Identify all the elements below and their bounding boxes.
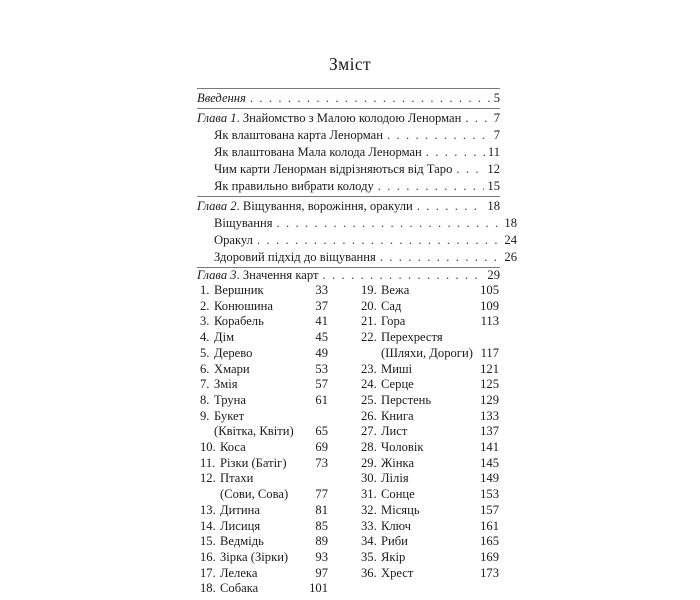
card-number: 27.	[361, 424, 377, 439]
card-name: Лілія	[381, 471, 409, 486]
card-number: 14.	[200, 518, 216, 533]
card-name: Перстень	[381, 392, 432, 407]
card-name: Собака	[220, 581, 259, 596]
card-page-number: 125	[480, 377, 499, 392]
card-number: 24.	[361, 377, 377, 392]
toc-chapter-2	[197, 198, 500, 215]
dot-leader	[387, 127, 491, 144]
card-number: 32.	[361, 502, 377, 517]
card-page-number: 65	[315, 424, 328, 439]
card-number: 3.	[200, 314, 210, 329]
card-page-number: 69	[315, 440, 328, 454]
card-page-number: 33	[315, 283, 328, 297]
card-number: 36.	[361, 565, 377, 580]
card-name: Коса	[220, 440, 246, 454]
card-page-number: 93	[315, 549, 328, 564]
toc-chapter-1	[197, 110, 500, 127]
toc-page-number: 15	[487, 179, 500, 193]
card-number: 13.	[200, 502, 216, 517]
card-name-continued: (Сови, Сова)	[220, 487, 289, 502]
card-page-number: 53	[315, 361, 328, 376]
toc-entry-label: Введення	[197, 91, 246, 105]
card-page-number: 85	[315, 518, 328, 533]
card-page-number: 97	[315, 565, 328, 580]
dot-leader	[250, 90, 491, 107]
toc-page-number: 7	[493, 128, 500, 142]
card-name: Змія	[214, 377, 238, 392]
card-name: Ведмідь	[220, 534, 264, 549]
card-name: Зірка (Зірки)	[220, 549, 289, 564]
card-page-number: 49	[315, 345, 328, 360]
card-number: 26.	[361, 408, 377, 423]
card-number: 19.	[361, 283, 377, 297]
card-number: 34.	[361, 534, 377, 549]
card-page-number: 109	[480, 298, 499, 313]
toc-page-number: 26	[504, 250, 517, 264]
card-name: Вершник	[214, 283, 264, 297]
card-page-number: 149	[480, 471, 499, 486]
card-name: Дерево	[214, 345, 253, 360]
card-name: Лелека	[220, 565, 258, 580]
card-name: Конюшина	[214, 298, 273, 313]
card-name: Ключ	[381, 518, 411, 533]
card-number: 23.	[361, 361, 377, 376]
card-number: 33.	[361, 518, 377, 533]
card-name: Риби	[381, 534, 408, 549]
section-divider	[197, 108, 500, 109]
card-name: Хмари	[214, 361, 250, 376]
card-page-number: 157	[480, 502, 499, 517]
card-page-number: 81	[315, 502, 328, 517]
card-name: Труна	[214, 392, 246, 407]
card-number: 21.	[361, 314, 377, 329]
card-number: 35.	[361, 549, 377, 564]
dot-leader	[257, 232, 501, 249]
toc-page-number: 24	[504, 233, 517, 247]
toc-chapter-3	[197, 267, 500, 284]
card-number: 11.	[200, 455, 216, 470]
chapter-prefix: Глава 1	[197, 111, 237, 125]
card-number: 5.	[200, 345, 210, 360]
toc-page-number: 18	[504, 216, 517, 230]
card-page-number: 161	[480, 518, 499, 533]
chapter-title: . Значення карт	[236, 268, 319, 282]
card-name: Вежа	[381, 283, 410, 297]
card-page-number: 101	[309, 581, 328, 596]
section-divider	[197, 88, 500, 89]
card-number: 30.	[361, 471, 377, 486]
card-page-number: 133	[480, 408, 499, 423]
dot-leader	[465, 110, 490, 127]
toc-page-number: 7	[493, 111, 500, 125]
card-name: Місяць	[381, 502, 420, 517]
toc-page-number: 5	[493, 91, 500, 105]
toc-entry-label: Оракул	[214, 233, 253, 247]
dot-leader	[323, 267, 485, 284]
card-name: Лист	[381, 424, 408, 439]
chapter-prefix: Глава 3	[197, 268, 237, 282]
toc-entry	[197, 144, 500, 161]
card-page-number: 141	[480, 440, 499, 454]
chapter-prefix: Глава 2	[197, 199, 237, 213]
card-number: 28.	[361, 440, 377, 454]
card-number: 25.	[361, 392, 377, 407]
chapter-title: . Знайомство з Малою колодою Ленорман	[236, 111, 462, 125]
card-name: Хрест	[381, 565, 414, 580]
card-number: 8.	[200, 392, 210, 407]
card-number: 1.	[200, 283, 210, 297]
card-number: 7.	[200, 377, 210, 392]
card-page-number: 145	[480, 455, 499, 470]
chapter-title: . Віщування, ворожіння, оракули	[236, 199, 413, 213]
card-page-number: 113	[480, 314, 499, 329]
card-number: 22.	[361, 330, 377, 345]
card-name-continued: (Шляхи, Дороги)	[381, 345, 473, 360]
section-divider	[197, 196, 500, 197]
card-name: Миші	[381, 361, 413, 376]
card-name: Дім	[214, 330, 235, 345]
toc-entry-label: Здоровий підхід до віщування	[214, 250, 376, 264]
toc-page-number: 29	[487, 268, 500, 282]
card-number: 16.	[200, 549, 216, 564]
card-page-number: 121	[480, 361, 499, 376]
toc-entry-label: Як правильно вибрати колоду	[214, 179, 374, 193]
dot-leader	[417, 198, 485, 215]
card-name: Сонце	[381, 487, 415, 502]
card-page-number: 129	[480, 392, 499, 407]
card-page-number: 165	[480, 534, 499, 549]
card-page-number: 37	[315, 298, 328, 313]
card-name: Корабель	[214, 314, 264, 329]
dot-leader	[277, 215, 502, 232]
card-number: 4.	[200, 330, 210, 345]
card-page-number: 137	[480, 424, 499, 439]
card-page-number: 173	[480, 565, 499, 580]
card-name: Чоловік	[381, 440, 424, 454]
card-name: Гора	[381, 314, 406, 329]
toc-entry	[197, 215, 517, 232]
toc-entry	[197, 178, 500, 195]
card-number: 6.	[200, 361, 210, 376]
card-page-number: 57	[315, 377, 328, 392]
dot-leader	[426, 144, 485, 161]
card-number: 10.	[200, 440, 216, 454]
page-title: Зміст	[328, 54, 372, 74]
card-page-number: 61	[315, 392, 328, 407]
card-number: 9.	[200, 408, 210, 423]
card-number: 31.	[361, 487, 377, 502]
card-name: Перехрестя	[381, 330, 443, 345]
card-name: Сад	[381, 298, 402, 313]
card-page-number: 153	[480, 487, 499, 502]
toc-entry-intro	[197, 90, 500, 107]
card-page-number: 105	[480, 283, 499, 297]
card-name: Букет	[214, 408, 245, 423]
toc-entry-label: Як влаштована Мала колода Ленорман	[214, 145, 422, 159]
toc-entry-label: Як влаштована карта Ленорман	[214, 128, 383, 142]
card-number: 17.	[200, 565, 216, 580]
card-number: 12.	[200, 471, 216, 486]
card-name-continued: (Квітка, Квіти)	[214, 424, 294, 439]
card-page-number: 77	[315, 487, 328, 502]
card-page-number: 45	[315, 330, 328, 345]
dot-leader	[378, 178, 485, 195]
card-page-number: 73	[315, 455, 328, 470]
toc-entry	[197, 232, 517, 249]
card-name: Жінка	[381, 455, 415, 470]
card-name: Якір	[381, 549, 406, 564]
card-name: Лисиця	[220, 518, 261, 533]
toc-entry	[197, 249, 517, 266]
card-page-number: 89	[315, 534, 328, 549]
toc-entry	[197, 161, 500, 178]
toc-entry	[197, 127, 500, 144]
toc-page-number: 11	[487, 145, 500, 159]
card-number: 20.	[361, 298, 377, 313]
card-name: Птахи	[220, 471, 254, 486]
dot-leader	[456, 161, 484, 178]
card-name: Дитина	[220, 502, 260, 517]
dot-leader	[380, 249, 502, 266]
card-page-number: 169	[480, 549, 499, 564]
card-page-number: 41	[315, 314, 328, 329]
card-number: 15.	[200, 534, 216, 549]
toc-entry-label: Віщування	[214, 216, 273, 230]
card-number: 2.	[200, 298, 210, 313]
toc-entry-label: Чим карти Ленорман відрізняються від Таро	[214, 162, 453, 176]
card-name: Різки (Батіг)	[220, 455, 287, 470]
card-name: Книга	[381, 408, 414, 423]
toc-page-number: 18	[487, 199, 500, 213]
card-number: 18.	[200, 581, 216, 596]
card-name: Серце	[381, 377, 414, 392]
card-page-number: 117	[480, 345, 499, 360]
card-number: 29.	[361, 455, 377, 470]
toc-page-number: 12	[487, 162, 500, 176]
